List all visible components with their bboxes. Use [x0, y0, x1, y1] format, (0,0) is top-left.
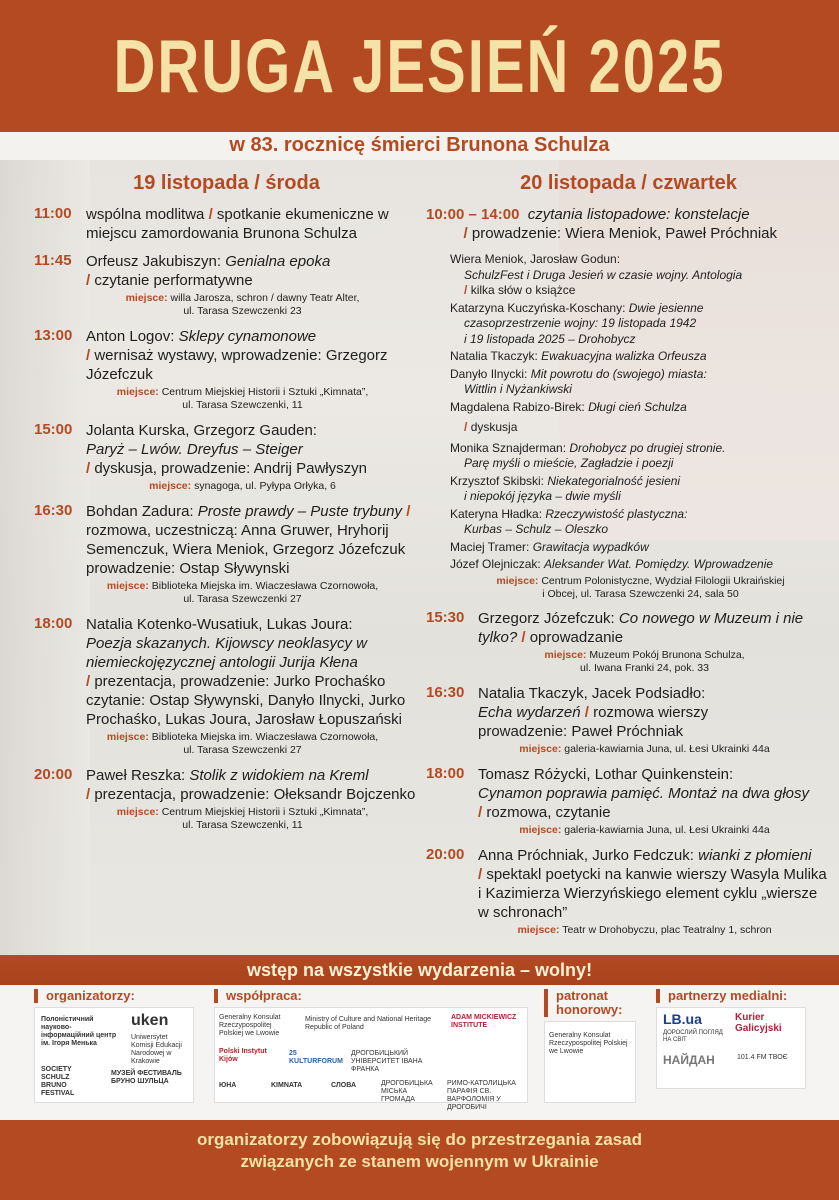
event-text: dyskusja, prowadzenie: Andrij Pawłyszyn	[94, 460, 367, 477]
reading-list	[426, 252, 831, 601]
organizer-logo: uken	[131, 1012, 169, 1029]
cooperation-label: współpraca:	[214, 989, 528, 1003]
event-text: rozmowa wierszy	[593, 703, 709, 721]
partner-logo: KIMNATA	[271, 1082, 303, 1089]
event-time: 13:00	[34, 327, 73, 344]
media-logo: ДОРОСЛИЙ ПОГЛЯД НА СВІТ	[663, 1030, 723, 1043]
patron-logo: Generalny Konsulat Rzeczypospolitej Polskiej we Lwowie	[549, 1032, 628, 1055]
event-location: miejsce: galeria-kawiarnia Juna, ul. Łesi Ukrainki 44a	[519, 823, 770, 836]
event-text: Bohdan Zadura:	[86, 503, 198, 520]
patronage-label: patronat honorowy:	[544, 989, 636, 1017]
event	[426, 684, 831, 756]
partner-logo: ЮНА	[219, 1082, 237, 1089]
slash: /	[86, 460, 91, 477]
partner-logo: Ministry of Culture and National Heritage Republic of Poland	[305, 1016, 432, 1031]
event-text: czytanie: Ostap Sływynski, Danyło Ilnycki, Jurko Prochaśko, Lukas Joura, Jarosław Łopuszański	[86, 692, 406, 728]
event-title: Cynamon poprawia pamięć. Montaż na dwa głosy	[478, 784, 810, 802]
organizer-logo: SOCIETY SCHULZ BRUNO FESTIVAL	[41, 1066, 75, 1097]
slash: /	[478, 803, 483, 821]
event-time: 18:00	[426, 764, 465, 782]
page-title: DRUGA JESIEŃ 2025	[113, 23, 726, 109]
event-text: rozmowa, uczestniczą: Anna Gruwer, Hryhorij Semenczuk, Wiera Meniok, Grzegorz Józefczuk	[86, 522, 406, 558]
day2-title: 20 listopada / czwartek	[520, 172, 737, 194]
partner-logo: ДРОГОБИЦЬКА МІСЬКА ГРОМАДА	[381, 1080, 433, 1103]
list-item: Krzysztof Skibski: Niekategorialność jesieni i niepokój języka – dwie myśli	[450, 473, 681, 503]
list-item: / dyskusja	[464, 420, 518, 434]
event-title: Paryż – Lwów. Dreyfus – Steiger	[86, 441, 303, 458]
event-title: wianki z płomieni	[698, 846, 812, 864]
organizer-logo: МУЗЕЙ ФЕСТИВАЛЬ БРУНО ШУЛЬЦА	[111, 1070, 182, 1085]
event-title: Stolik z widokiem na Kreml	[189, 767, 369, 784]
event-title: Co nowego w Muzeum i nie tylko?	[478, 609, 804, 646]
partner-logo: ADAM MICKIEWICZ INSTITUTE	[451, 1014, 517, 1029]
event	[426, 205, 831, 243]
slash: /	[478, 865, 483, 883]
partner-logo: 25 KULTURFORUM	[289, 1050, 343, 1065]
event-text: Grzegorz Józefczuk:	[478, 609, 619, 627]
free-entry-banner: wstęp na wszystkie wydarzenia – wolny!	[0, 955, 839, 985]
event-title: Poezja skazanych. Kijowscy neoklasycy w niemieckojęzycznej antologii Jurija Kłena	[86, 635, 367, 671]
footer	[0, 1120, 839, 1200]
slash: /	[406, 503, 411, 520]
event-time: 15:00	[34, 421, 73, 438]
event-title: czytania listopadowe: konstelacje	[527, 206, 750, 223]
event-location: miejsce: Biblioteka Miejska im. Wiaczesława Czornowoła, ul. Tarasa Szewczenki 27	[106, 731, 379, 756]
slash: /	[86, 673, 91, 690]
event-time: 18:00	[34, 615, 73, 632]
event-time: 10:00 – 14:00	[426, 206, 520, 223]
event	[34, 252, 419, 318]
event-location: miejsce: Biblioteka Miejska im. Wiaczesława Czornowoła, ul. Tarasa Szewczenki 27	[106, 580, 379, 605]
event-title: Proste prawdy – Puste trybuny	[197, 503, 403, 520]
event-title: Sklepy cynamonowe	[178, 328, 317, 345]
partner-logo: ДРОГОБИЦЬКИЙ УНІВЕРСИТЕТ ІВАНА ФРАНКА	[351, 1050, 423, 1073]
event-text: Orfeusz Jakubiszyn:	[86, 253, 226, 270]
media-logo: LB.ua	[663, 1011, 702, 1027]
event-text: Natalia Kotenko-Wusatiuk, Lukas Joura:	[86, 616, 353, 633]
event-text: prowadzenie: Ostap Sływynski	[86, 560, 290, 577]
list-item: Kateryna Hładka: Rzeczywistość plastyczna: Kurbas – Schulz – Oleszko	[450, 506, 688, 536]
partner-logo: Polski Instytut Kijów	[219, 1048, 267, 1063]
partner-logo: Generalny Konsulat Rzeczypospolitej Polskiej we Lwowie	[219, 1014, 281, 1037]
patronage-box	[544, 989, 636, 1103]
event	[34, 502, 419, 606]
event-text: prezentacja, prowadzenie: Jurko Prochaśko	[94, 673, 386, 690]
event-location: miejsce: galeria-kawiarnia Juna, ul. Łesi Ukrainki 44a	[519, 742, 770, 755]
slash: /	[521, 628, 526, 646]
media-logo: 101.4 FM ТВОЄ	[737, 1054, 788, 1061]
event	[34, 205, 419, 243]
organizer-logo: Полоністичний науково-інформаційний центр ім. Ігоря Менька	[41, 1016, 117, 1047]
event	[426, 846, 831, 937]
list-item: Magdalena Rabizo-Birek: Długi cień Schulza	[450, 399, 687, 414]
media-label: partnerzy medialni:	[656, 989, 806, 1003]
event-location: miejsce: Teatr w Drohobyczu, plac Teatralny 1, schron	[517, 923, 772, 936]
cooperation-box	[214, 988, 528, 1111]
event-time: 11:00	[34, 205, 72, 222]
event-text: wspólna modlitwa	[86, 206, 209, 223]
partners-section	[0, 985, 839, 1120]
slash: /	[86, 272, 91, 289]
event-text: spotkanie ekumeniczne w miejscu zamordowania Brunona Schulza	[86, 206, 389, 242]
day1-column	[34, 172, 419, 841]
event-location: miejsce: Centrum Miejskiej Historii i Sztuki „Kimnata”, ul. Tarasa Szewczenki, 11	[116, 806, 369, 831]
organizers-box	[34, 989, 194, 1103]
media-box	[656, 989, 806, 1089]
list-item: Monika Sznajderman: Drohobycz po drugiej stronie. Parę myśli o mieście, Zagładzie i poezji	[450, 440, 726, 470]
event-time: 16:30	[426, 683, 465, 701]
event-text: oprowadzanie	[529, 628, 624, 646]
organizer-logo: Uniwersytet Komisji Edukacji Narodowej w Krakowie	[131, 1034, 182, 1065]
event-location: miejsce: Centrum Miejskiej Historii i Sztuki „Kimnata”, ul. Tarasa Szewczenki, 11	[116, 386, 369, 411]
event-text: rozmowa, czytanie	[486, 803, 611, 821]
event	[426, 765, 831, 837]
event-text: prezentacja, prowadzenie: Ołeksandr Bojczenko	[94, 786, 416, 803]
list-item: Wiera Meniok, Jarosław Godun: SchulzFest i Druga Jesień w czasie wojny. Antologia / kilka słów o książce	[450, 252, 743, 297]
event-location: miejsce: Centrum Polonistyczne, Wydział Filologii Ukraińskiej i Obcej, ul. Tarasa Szewczenki 24, sala 50	[496, 574, 785, 600]
event	[34, 615, 419, 757]
event-title: Echa wydarzeń	[478, 703, 581, 721]
slash: /	[86, 347, 91, 364]
event-text: prowadzenie: Paweł Próchniak	[478, 722, 684, 740]
list-item: Maciej Tramer: Grawitacja wypadków	[450, 539, 649, 554]
list-item: Józef Olejniczak: Aleksander Wat. Pomiędzy. Wprowadzenie	[450, 557, 774, 571]
subtitle: w 83. rocznicę śmierci Brunona Schulza	[229, 134, 610, 156]
event-text: czytanie performatywne	[94, 272, 253, 289]
header	[0, 0, 839, 132]
slash: /	[208, 206, 213, 223]
event-time: 20:00	[426, 845, 465, 863]
event-text: Jolanta Kurska, Grzegorz Gauden:	[86, 422, 317, 439]
event-time: 11:45	[34, 252, 72, 269]
list-item: Danyło Ilnycki: Mit powrotu do (swojego) miasta: Wittlin i Nyżankiwski	[450, 366, 707, 396]
event-text: Anna Próchniak, Jurko Fedczuk:	[478, 846, 699, 864]
event-time: 20:00	[34, 766, 73, 783]
slash: /	[584, 703, 589, 721]
organizers-label: organizatorzy:	[34, 989, 194, 1003]
event-text: Anton Logov:	[86, 328, 179, 345]
event-text: Paweł Reszka:	[86, 767, 190, 784]
event-location: miejsce: Muzeum Pokój Brunona Schulza, ul. Iwana Franki 24, pok. 33	[544, 648, 745, 674]
event-time: 15:30	[426, 608, 465, 626]
day1-title: 19 listopada / środa	[133, 172, 320, 194]
footer-line: organizatorzy zobowiązują się do przestrzegania zasad	[197, 1130, 642, 1149]
event	[34, 421, 419, 493]
partner-logo: СЛОВА	[331, 1082, 356, 1089]
event-text: Tomasz Różycki, Lothar Quinkenstein:	[478, 765, 734, 783]
slash: /	[86, 786, 91, 803]
event	[426, 609, 831, 675]
event-location: miejsce: willa Jarosza, schron / dawny Teatr Alter, ul. Tarasa Szewczenki 23	[125, 292, 360, 317]
event-text: prowadzenie: Wiera Meniok, Paweł Próchniak	[471, 225, 778, 242]
event	[34, 766, 419, 832]
list-item: Natalia Tkaczyk: Ewakuacyjna walizka Orfeusza	[450, 349, 707, 363]
event	[34, 327, 419, 412]
slash: /	[463, 225, 468, 242]
footer-line: związanych ze stanem wojennym w Ukrainie	[240, 1152, 599, 1171]
event-time: 16:30	[34, 502, 73, 519]
event-title: Genialna epoka	[225, 253, 331, 270]
list-item: Katarzyna Kuczyńska-Koschany: Dwie jesienne czasoprzestrzenie wojny: 19 listopada 1942 i 19 listopada 2025 – Drohobycz	[450, 300, 704, 346]
media-logo: Kurier Galicyjski	[735, 1012, 782, 1034]
day2-column	[426, 172, 831, 946]
partner-logo: РИМО-КАТОЛИЦЬКА ПАРАФІЯ СВ. ВАРФОЛОМІЯ У ДРОГОБИЧІ	[447, 1080, 516, 1111]
event-location: miejsce: synagoga, ul. Pyłypa Orłyka, 6	[149, 480, 336, 492]
event-text: wernisaż wystawy, wprowadzenie: Grzegorz Józefczuk	[86, 347, 388, 383]
media-logo: НАЙДАН	[663, 1053, 715, 1067]
event-text: Natalia Tkaczyk, Jacek Podsiadło:	[478, 684, 706, 702]
event-text: spektakl poetycki na kanwie wierszy Wasyla Mulika i Kazimierza Wierzyńskiego element cyklu „wiersze w schronach”	[478, 865, 827, 921]
